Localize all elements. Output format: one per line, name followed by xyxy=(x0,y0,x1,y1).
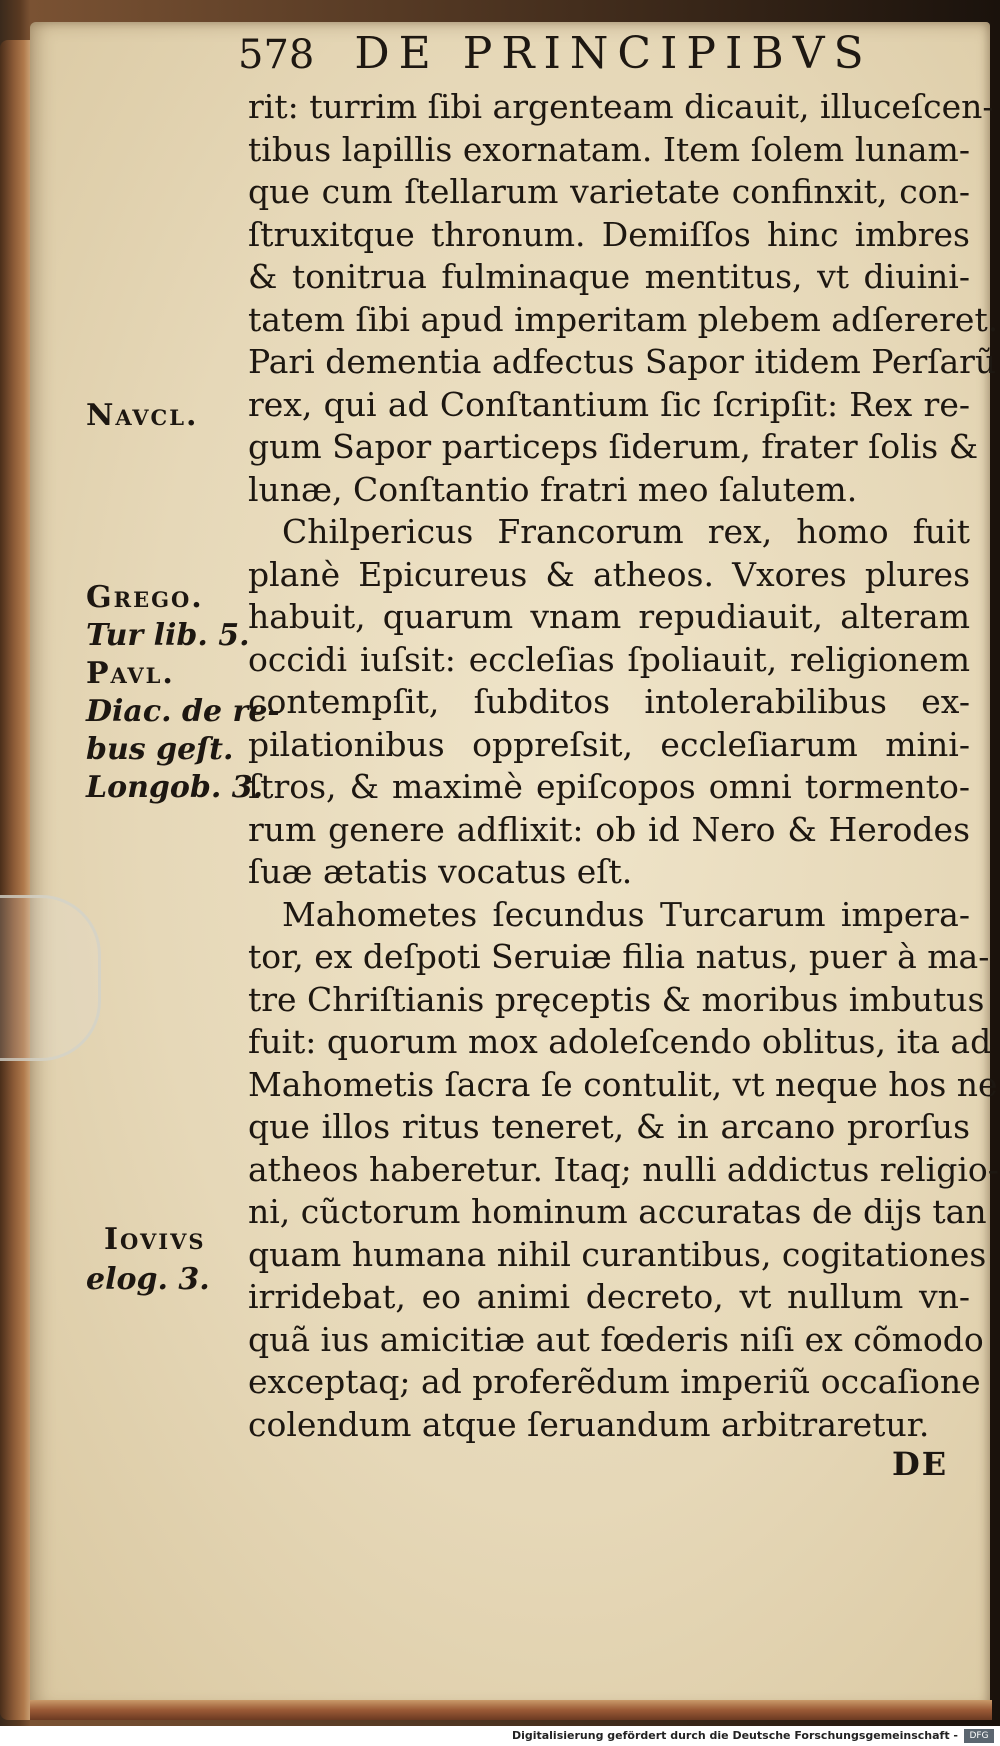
text-line: fuit: quorum mox adoleſcendo oblitus, ita ad xyxy=(248,1022,992,1061)
text-line: ſtros, & maximè epiſcopos omni tormento- xyxy=(248,767,970,806)
text-line: colendum atque ſeruandum arbitraretur. xyxy=(248,1404,930,1444)
text-line: exceptaq; ad proferẽdum imperiũ occaſione xyxy=(248,1362,981,1401)
text-line: habuit, quarum vnam repudiauit, alteram xyxy=(248,597,970,636)
running-title: DE PRINCIPIBVS xyxy=(354,28,873,79)
margin-note-grego: Grego. xyxy=(86,580,204,615)
text-line: occidi iuſsit: eccleſias ſpoliauit, religionem xyxy=(248,639,970,679)
page-number: 578 xyxy=(238,32,315,78)
text-line: tre Chriſtianis pręceptis & moribus imbutus xyxy=(248,979,985,1019)
text-line: tor, ex deſpoti Seruiæ filia natus, puer à ma- xyxy=(248,937,990,976)
text-line: tatem ſibi apud imperitam plebem adſereret. xyxy=(248,299,999,339)
text-line: ſuæ ætatis vocatus eſt. xyxy=(248,852,633,891)
text-line: tibus lapillis exornatam. Item ſolem lunam- xyxy=(248,129,970,169)
margin-note-longob: Longob. 3. xyxy=(86,770,264,805)
text-line: & tonitrua fulminaque mentitus, vt diuini- xyxy=(248,257,970,296)
text-line: Mahometes ſecundus Turcarum impera- xyxy=(282,894,970,934)
margin-note-bus: bus geſt. xyxy=(86,732,234,767)
margin-note-elog: elog. 3. xyxy=(86,1262,210,1297)
text-line: ſtruxitque thronum. Demiſſos hinc imbres xyxy=(248,214,970,254)
text-line: irridebat, eo animi decreto, vt nullum vn- xyxy=(248,1277,970,1316)
text-line: Pari dementia adfectus Sapor itidem Perſarũ xyxy=(248,342,997,381)
margin-note-tur: Tur lib. 5. xyxy=(86,618,250,653)
body-text xyxy=(248,86,999,1446)
text-line: rit: turrim ſibi argenteam dicauit, illuceſcen- xyxy=(248,87,994,126)
text-line: contempſit, ſubditos intolerabilibus ex- xyxy=(248,682,970,721)
margin-note-naucl: Navcl. xyxy=(86,398,199,433)
catchword: DE xyxy=(892,1445,949,1483)
footer-credit: Digitalisierung gefördert durch die Deutsche Forschungsgemeinschaft - xyxy=(511,1729,958,1742)
digitization-footer xyxy=(0,1726,1000,1746)
text-line: quã ius amicitiæ aut fœderis niſi ex cõmodo xyxy=(248,1319,984,1359)
text-line: ni, cũctorum hominum accuratas de dijs tan xyxy=(248,1192,987,1231)
text-line: planè Epicureus & atheos. Vxores plures xyxy=(248,554,970,594)
text-line: rex, qui ad Conſtantium ſic ſcripſit: Rex re- xyxy=(248,384,970,424)
text-line: atheos haberetur. Itaq; nulli addictus religio- xyxy=(248,1149,999,1189)
book-fore-edge xyxy=(0,40,34,1720)
text-line: Chilpericus Francorum rex, homo fuit xyxy=(282,512,970,551)
text-line: quam humana nihil curantibus, cogitationes xyxy=(248,1234,987,1274)
margin-note-paul: Pavl. xyxy=(86,656,175,691)
margin-note-iovius: Iovivs xyxy=(104,1222,206,1257)
page-holder-clip xyxy=(0,895,101,1061)
text-line: gum Sapor particeps ſiderum, frater ſolis & xyxy=(248,427,979,466)
text-line: pilationibus oppreſsit, eccleſiarum mini- xyxy=(248,724,970,764)
text-line: lunæ, Conſtantio fratri meo ſalutem. xyxy=(248,469,858,509)
text-line: que cum ſtellarum varietate confinxit, con- xyxy=(248,172,970,211)
dfg-logo: DFG xyxy=(964,1729,994,1743)
text-line: Mahometis ſacra ſe contulit, vt neque hos ne xyxy=(248,1064,998,1104)
text-line: que illos ritus teneret, & in arcano prorſus xyxy=(248,1107,970,1146)
margin-note-diac: Diac. de re- xyxy=(86,694,280,729)
book-bottom-edge xyxy=(30,1700,992,1720)
page-header xyxy=(238,28,898,88)
text-line: rum genere adflixit: ob id Nero & Herodes xyxy=(248,809,970,849)
